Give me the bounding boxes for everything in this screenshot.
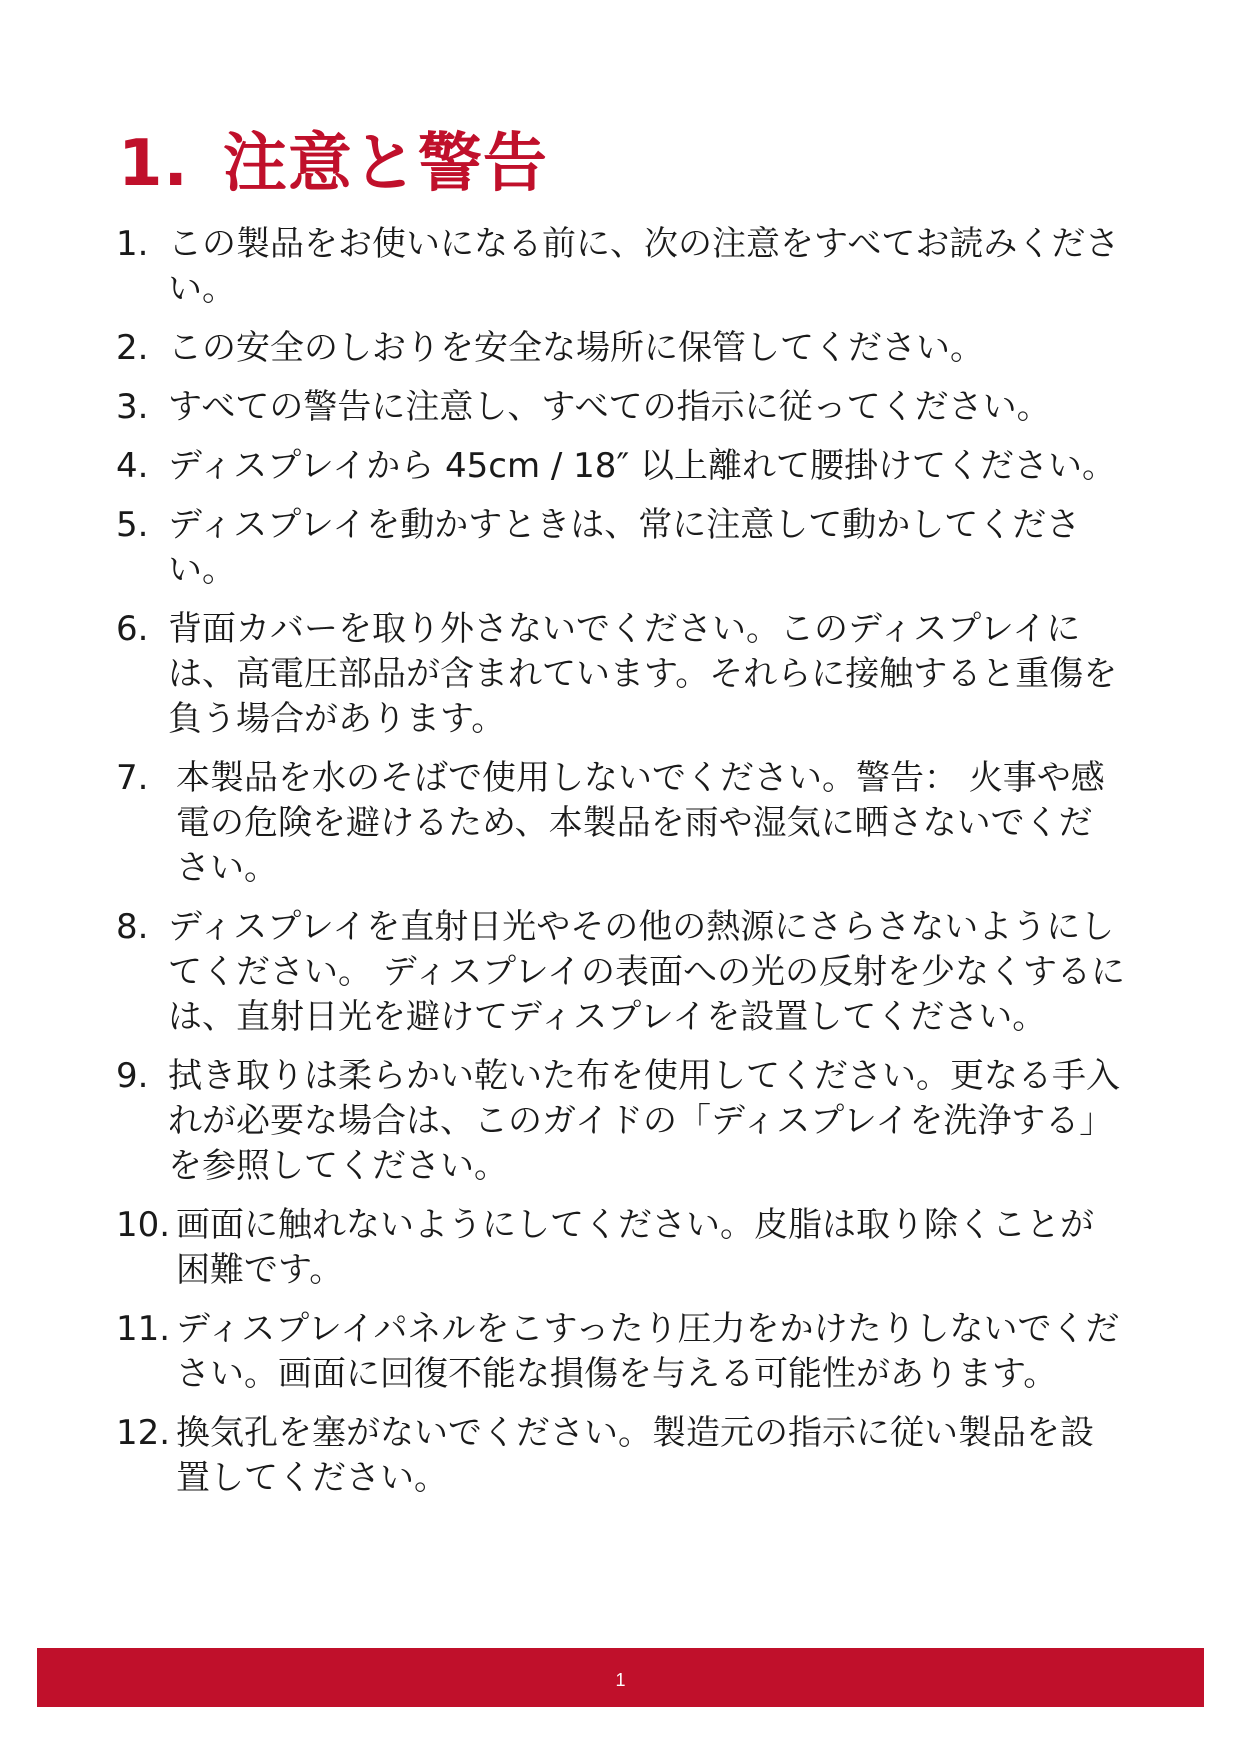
list-item: [116, 385, 1126, 430]
item-text: この製品をお使いになる前に、次の注意をすべてお読みください。: [168, 224, 1120, 309]
list-item: [116, 1203, 1126, 1293]
item-text: 換気孔を塞がないでください。製造元の指示に従い製品を設置してください。: [176, 1413, 1094, 1498]
item-text: 拭き取りは柔らかい乾いた布を使用してください。更なる手入れが必要な場合は、このガイドの「ディスプレイを洗浄する」を参照してください。: [168, 1056, 1120, 1186]
item-text: この安全のしおりを安全な場所に保管してください。: [168, 328, 984, 368]
page-title: [118, 124, 548, 204]
item-number: 1.: [116, 224, 149, 264]
safety-notes-list: [116, 222, 1126, 1515]
list-item: [116, 503, 1126, 593]
item-number: 8.: [116, 907, 149, 947]
item-number: 7.: [116, 758, 149, 798]
section-title: 注意と警告: [222, 127, 548, 201]
item-number: 10.: [116, 1205, 171, 1245]
item-number: 12.: [116, 1413, 171, 1453]
list-item: [116, 905, 1126, 1040]
list-item: [116, 607, 1126, 742]
item-text: 背面カバーを取り外さないでください。このディスプレイには、高電圧部品が含まれています。それらに接触すると重傷を負う場合があります。: [168, 609, 1118, 739]
section-number: 1.: [118, 127, 189, 201]
item-text: すべての警告に注意し、すべての指示に従ってください。: [168, 387, 1051, 427]
item-text: 本製品を水のそばで使用しないでください。警告： 火事や感電の危険を避けるため、本製品を雨や湿気に晒さないでください。: [176, 758, 1105, 888]
item-number: 4.: [116, 446, 149, 486]
item-text: 画面に触れないようにしてください。皮脂は取り除くことが困難です。: [176, 1205, 1094, 1290]
item-number: 6.: [116, 609, 149, 649]
list-item: [116, 1307, 1126, 1397]
item-number: 5.: [116, 505, 149, 545]
item-number: 3.: [116, 387, 149, 427]
footer-bar: [37, 1648, 1204, 1707]
list-item: [116, 756, 1126, 891]
list-item: [116, 222, 1126, 312]
item-text: ディスプレイから 45cm / 18″ 以上離れて腰掛けてください。: [168, 446, 1116, 486]
item-text: ディスプレイを動かすときは、常に注意して動かしてください。: [168, 505, 1081, 590]
list-item: [116, 326, 1126, 371]
page-number: 1: [615, 1670, 626, 1690]
list-item: [116, 1411, 1126, 1501]
item-text: ディスプレイパネルをこすったり圧力をかけたりしないでください。画面に回復不能な損傷を与える可能性があります。: [176, 1309, 1120, 1394]
item-number: 9.: [116, 1056, 149, 1096]
item-number: 2.: [116, 328, 149, 368]
item-number: 11.: [116, 1309, 171, 1349]
item-text: ディスプレイを直射日光やその他の熱源にさらさないようにしてください。 ディスプレイの表面への光の反射を少なくするには、直射日光を避けてディスプレイを設置してください。: [168, 907, 1126, 1037]
list-item: [116, 444, 1126, 489]
list-item: [116, 1054, 1126, 1189]
